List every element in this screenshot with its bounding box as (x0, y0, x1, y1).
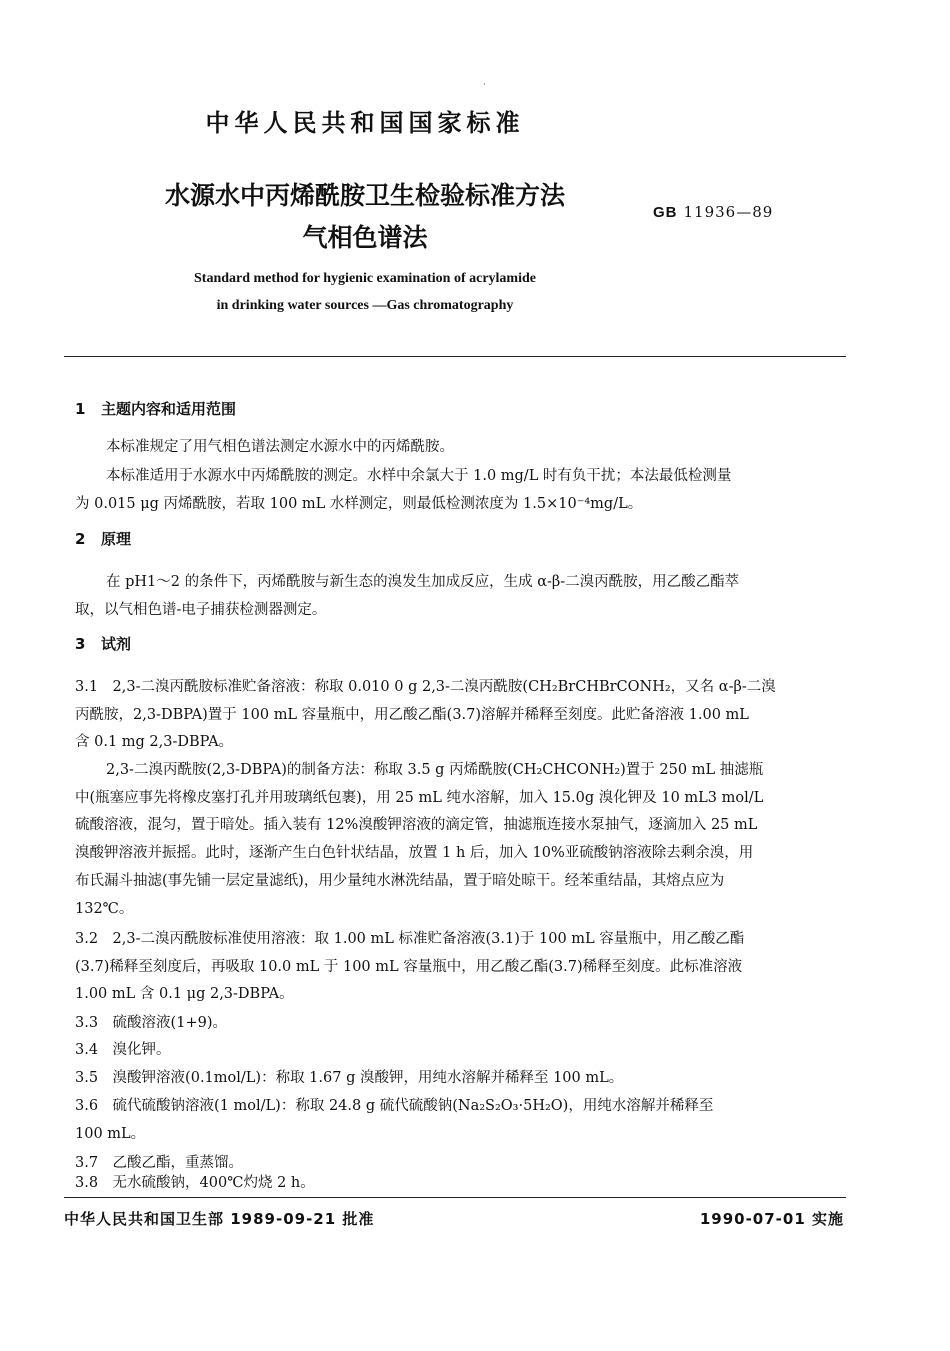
title-cn-line2: 气相色谱法 (302, 223, 428, 252)
effective-date: 1990-07-01 实施 (699, 1210, 844, 1228)
section-number: 1 (75, 400, 86, 418)
section-1-heading (75, 398, 236, 419)
text-line: 为 0.015 μg 丙烯酰胺，若取 100 mL 水样测定，则最低检测浓度为 1.5×10⁻⁴mg/L。 (75, 496, 643, 512)
text-line: 取，以气相色谱-电子捕获检测器测定。 (75, 602, 327, 618)
section-number: 2 (75, 530, 86, 548)
text-line: 132℃。 (75, 901, 134, 917)
gb-prefix: GB (653, 204, 678, 221)
text-line: 硫酸溶液，混匀，置于暗处。插入装有 12%溴酸钾溶液的滴定管，抽滤瓶连接水泵抽气，逐滴加入 25 mL (75, 817, 758, 833)
text-line: 含 0.1 mg 2,3-DBPA。 (75, 734, 234, 750)
text-line: 本标准适用于水源水中丙烯酰胺的测定。水样中余氯大于 1.0 mg/L 时有负干扰；本法最低检测量 (106, 468, 732, 484)
bottom-divider (64, 1197, 846, 1198)
title-en-line2: in drinking water sources —Gas chromatography (216, 298, 514, 313)
text-line: 3.3 硫酸溶液(1+9)。 (75, 1015, 227, 1031)
text-line: 100 mL。 (75, 1126, 146, 1142)
section-title: 主题内容和适用范围 (101, 400, 237, 418)
section-3-heading (75, 633, 131, 654)
section-title: 原理 (101, 530, 132, 548)
title-cn-line1: 水源水中丙烯酰胺卫生检验标准方法 (164, 181, 565, 210)
text-line: 在 pH1～2 的条件下，丙烯酰胺与新生态的溴发生加成反应，生成 α-β-二溴丙酰胺，用乙酸乙酯萃 (106, 574, 740, 590)
text-line: 3.4 溴化钾。 (75, 1042, 171, 1058)
text-line: 丙酰胺，2,3-DBPA)置于 100 mL 容量瓶中，用乙酸乙酯(3.7)溶解并稀释至刻度。此贮备溶液 1.00 mL (75, 707, 749, 723)
text-line: (3.7)稀释至刻度后，再吸取 10.0 mL 于 100 mL 容量瓶中，用乙酸乙酯(3.7)稀释至刻度。此标准溶液 (75, 959, 743, 975)
approval-line: 中华人民共和国卫生部 1989-09-21 批准 (64, 1210, 375, 1228)
title-en-line1: Standard method for hygienic examination of acrylamide (194, 271, 536, 286)
section-number: 3 (75, 635, 86, 653)
text-line: 3.1 2,3-二溴丙酰胺标准贮备溶液：称取 0.010 0 g 2,3-二溴丙酰胺(CH₂BrCHBrCONH₂，又名 α-β-二溴 (75, 679, 776, 695)
text-line: 本标准规定了用气相色谱法测定水源水中的丙烯酰胺。 (106, 439, 454, 455)
text-line: 3.6 硫代硫酸钠溶液(1 mol/L)：称取 24.8 g 硫代硫酸钠(Na₂S₂O₃·5H₂O)，用纯水溶解并稀释至 (75, 1098, 714, 1114)
text-line: 2,3-二溴丙酰胺(2,3-DBPA)的制备方法：称取 3.5 g 丙烯酰胺(CH₂CHCONH₂)置于 250 mL 抽滤瓶 (106, 762, 764, 778)
gb-number: 11936—89 (683, 203, 774, 221)
text-line: 3.7 乙酸乙酯，重蒸馏。 (75, 1155, 244, 1171)
national-standard-header: 中华人民共和国国家标准 (205, 109, 525, 137)
stray-mark: · (483, 80, 486, 90)
section-title: 试剂 (101, 635, 132, 653)
text-line: 中(瓶塞应事先将橡皮塞打孔并用玻璃纸包裹)，用 25 mL 纯水溶解，加入 15.0g 溴化钾及 10 mL3 mol/L (75, 790, 764, 806)
text-line: 1.00 mL 含 0.1 μg 2,3-DBPA。 (75, 986, 294, 1002)
section-2-heading (75, 528, 131, 549)
text-line: 3.2 2,3-二溴丙酰胺标准使用溶液：取 1.00 mL 标准贮备溶液(3.1)于 100 mL 容量瓶中，用乙酸乙酯 (75, 931, 745, 947)
text-line: 3.8 无水硫酸钠，400℃灼烧 2 h。 (75, 1175, 315, 1191)
top-divider (64, 356, 846, 357)
text-line: 布氏漏斗抽滤(事先铺一层定量滤纸)，用少量纯水淋洗结晶，置于暗处晾干。经苯重结晶，其熔点应为 (75, 873, 725, 889)
standard-number (653, 203, 773, 221)
text-line: 溴酸钾溶液并振摇。此时，逐渐产生白色针状结晶，放置 1 h 后，加入 10%亚硫酸钠溶液除去剩余溴，用 (75, 845, 754, 861)
text-line: 3.5 溴酸钾溶液(0.1mol/L)：称取 1.67 g 溴酸钾，用纯水溶解并稀释至 100 mL。 (75, 1070, 624, 1086)
